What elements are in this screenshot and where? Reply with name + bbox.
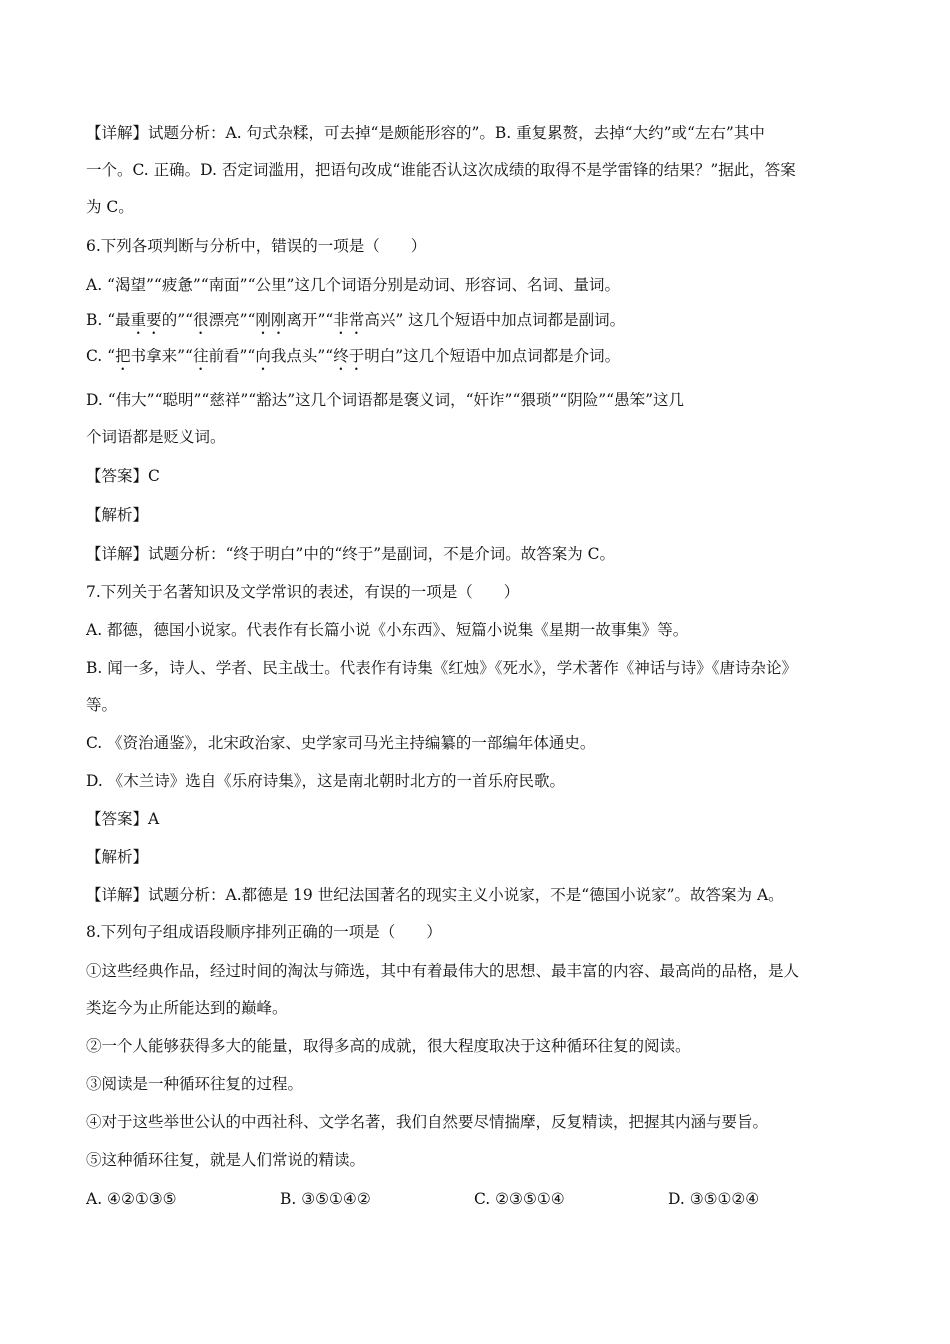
q6-option-d-line-1: D. “伟大”“聪明”“慈祥”“豁达”这几个词语都是褒义词，“奸诈”“猥琐”“阴险”“愚笨”这几 [86, 391, 685, 409]
q7-option-d: D. 《木兰诗》选自《乐府诗集》，这是南北朝时北方的一首乐府民歌。 [86, 772, 565, 790]
q6-option-c-text: 我点头”“ [270, 347, 334, 365]
q8-sentence-3: ③阅读是一种循环往复的过程。 [86, 1075, 304, 1093]
q5-detail-line-2: 一个。C. 正确。D. 否定词滥用，把语句改成“谁能否认这次成绩的取得不是学雷锋的结果？”据此，答案 [86, 161, 796, 179]
q6-option-b-dotted-word: 刚刚 [255, 311, 287, 329]
q7-analysis-label: 【解析】 [86, 848, 149, 866]
q6-detail: 【详解】试题分析：“终于明白”中的“终于”是副词，不是介词。故答案为 C。 [86, 545, 615, 563]
q6-option-c-text: 明白”这几个短语中加点词都是介词。 [364, 347, 621, 365]
q6-option-c-text: C. “ [86, 347, 116, 365]
q7-stem: 7.下列关于名著知识及文学常识的表述，有误的一项是（ ） [86, 583, 520, 601]
q6-option-c-dotted-word: 把 [115, 347, 131, 365]
q8-choice-c: C. ②③⑤①④ [474, 1190, 565, 1208]
q6-option-b-dotted-word: 重要 [130, 311, 162, 329]
q5-detail-line-3: 为 C。 [86, 198, 134, 216]
q8-sentence-2: ②一个人能够获得多大的能量，取得多高的成就，很大程度取决于这种循环往复的阅读。 [86, 1037, 691, 1055]
q8-sentence-1-line-1: ①这些经典作品，经过时间的淘汰与筛选，其中有着最伟大的思想、最丰富的内容、最高尚的品格，是人 [86, 962, 800, 980]
q8-choice-d: D. ③⑤①②④ [668, 1190, 760, 1208]
q8-stem: 8.下列句子组成语段顺序排列正确的一项是（ ） [86, 923, 442, 941]
q7-option-c: C. 《资治通鉴》，北宋政治家、史学家司马光主持编纂的一部编年体通史。 [86, 734, 596, 752]
q6-option-c-text: 前看”“ [208, 347, 256, 365]
q6-option-b-text: 高兴” 这几个短语中加点词都是副词。 [364, 311, 626, 329]
q6-option-b-text: B. “最 [86, 311, 131, 329]
q6-answer: 【答案】C [86, 467, 160, 485]
q7-answer: 【答案】A [86, 810, 160, 828]
q6-option-d-line-2: 个词语都是贬义词。 [86, 428, 226, 446]
q8-choice-b: B. ③⑤①④② [280, 1190, 371, 1208]
q8-sentence-1-line-2: 类迄今为止所能达到的巅峰。 [86, 999, 288, 1017]
q7-detail: 【详解】试题分析：A.都德是 19 世纪法国著名的现实主义小说家，不是“德国小说家”。故答案为 A。 [86, 886, 784, 904]
q6-option-b-text: 的”“ [161, 311, 194, 329]
q6-analysis-label: 【解析】 [86, 506, 149, 524]
q8-sentence-4: ④对于这些举世公认的中西社科、文学名著，我们自然要尽情揣摩，反复精读，把握其内涵与要旨。 [86, 1113, 769, 1131]
q6-option-b-dotted-word: 非常 [333, 311, 365, 329]
q5-detail-line-1: 【详解】试题分析：A. 句式杂糅，可去掉“是颇能形容的”。B. 重复累赘，去掉“大约”或“左右”其中 [86, 124, 765, 142]
q6-option-c-dotted-word: 终于 [333, 347, 365, 365]
q7-option-a: A. 都德，德国小说家。代表作有长篇小说《小东西》、短篇小说集《星期一故事集》等。 [86, 621, 689, 639]
q7-option-b-line-1: B. 闻一多，诗人、学者、民主战士。代表作有诗集《红烛》《死水》，学术著作《神话与诗》《唐诗杂论》 [86, 659, 797, 677]
q6-stem: 6.下列各项判断与分析中，错误的一项是（ ） [86, 237, 427, 255]
q6-option-c-dotted-word: 往 [192, 347, 209, 365]
q6-option-b-text: 离开”“ [286, 311, 334, 329]
q6-option-b-dotted-word: 很 [193, 311, 209, 329]
q6-option-b [86, 310, 625, 338]
q8-choice-a: A. ④②①③⑤ [86, 1190, 177, 1208]
q7-option-b-line-2: 等。 [86, 696, 118, 714]
q6-option-a: A. “渴望”“疲惫”“南面”“公里”这几个词语分别是动词、形容词、名词、量词。 [86, 276, 620, 294]
q8-sentence-5: ⑤这种循环往复，就是人们常说的精读。 [86, 1151, 366, 1169]
q6-option-c-dotted-word: 向 [255, 347, 271, 365]
q6-option-c [86, 346, 620, 374]
q6-option-b-text: 漂亮”“ [208, 311, 256, 329]
q6-option-c-text: 书拿来”“ [130, 347, 193, 365]
